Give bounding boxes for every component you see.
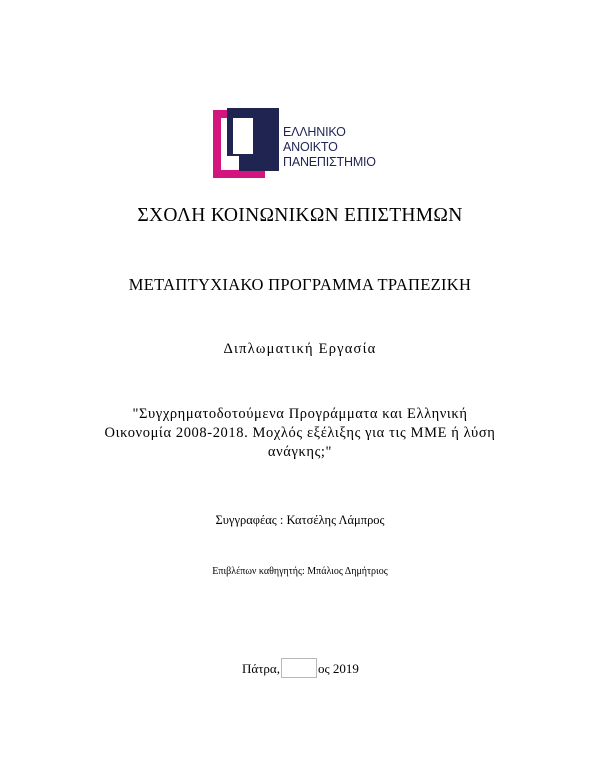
redaction-box: [281, 658, 317, 678]
thesis-type: Διπλωματική Εργασία: [223, 341, 377, 357]
university-logo-icon: [213, 108, 283, 178]
thesis-title: [80, 405, 520, 462]
place-text: Πάτρα,: [242, 661, 280, 676]
place-date: [242, 658, 359, 678]
thesis-title-line-1: "Συγχρηματοδοτούμενα Προγράμματα και Ελληνική: [132, 406, 468, 422]
date-text: ος 2019: [317, 661, 359, 676]
thesis-title-line-3: ανάγκης;": [267, 444, 333, 460]
logo-line-3: ΠΑΝΕΠΙΣΤΗΜΙΟ: [283, 155, 376, 169]
logo-line-2: ΑΝΟΙΚΤΟ: [283, 140, 338, 154]
thesis-title-line-2: Οικονομία 2008-2018. Μοχλός εξέλιξης για τις ΜΜΕ ή λύση: [104, 425, 496, 441]
school-name: ΣΧΟΛΗ ΚΟΙΝΩΝΙΚΩΝ ΕΠΙΣΤΗΜΩΝ: [137, 205, 463, 226]
logo-wordmark: [283, 125, 376, 170]
supervisor-line: Επιβλέπων καθηγητής: Μπάλιος Δημήτριος: [212, 566, 388, 577]
author-line: Συγγραφέας : Κατσέλης Λάμπρος: [215, 513, 385, 527]
logo-line-1: ΕΛΛΗΝΙΚΟ: [283, 125, 346, 139]
program-name: ΜΕΤΑΠΤΥΧΙΑΚΟ ΠΡΟΓΡΑΜΜΑ ΤΡΑΠΕΖΙΚΗ: [128, 275, 472, 294]
university-logo: [213, 108, 393, 178]
